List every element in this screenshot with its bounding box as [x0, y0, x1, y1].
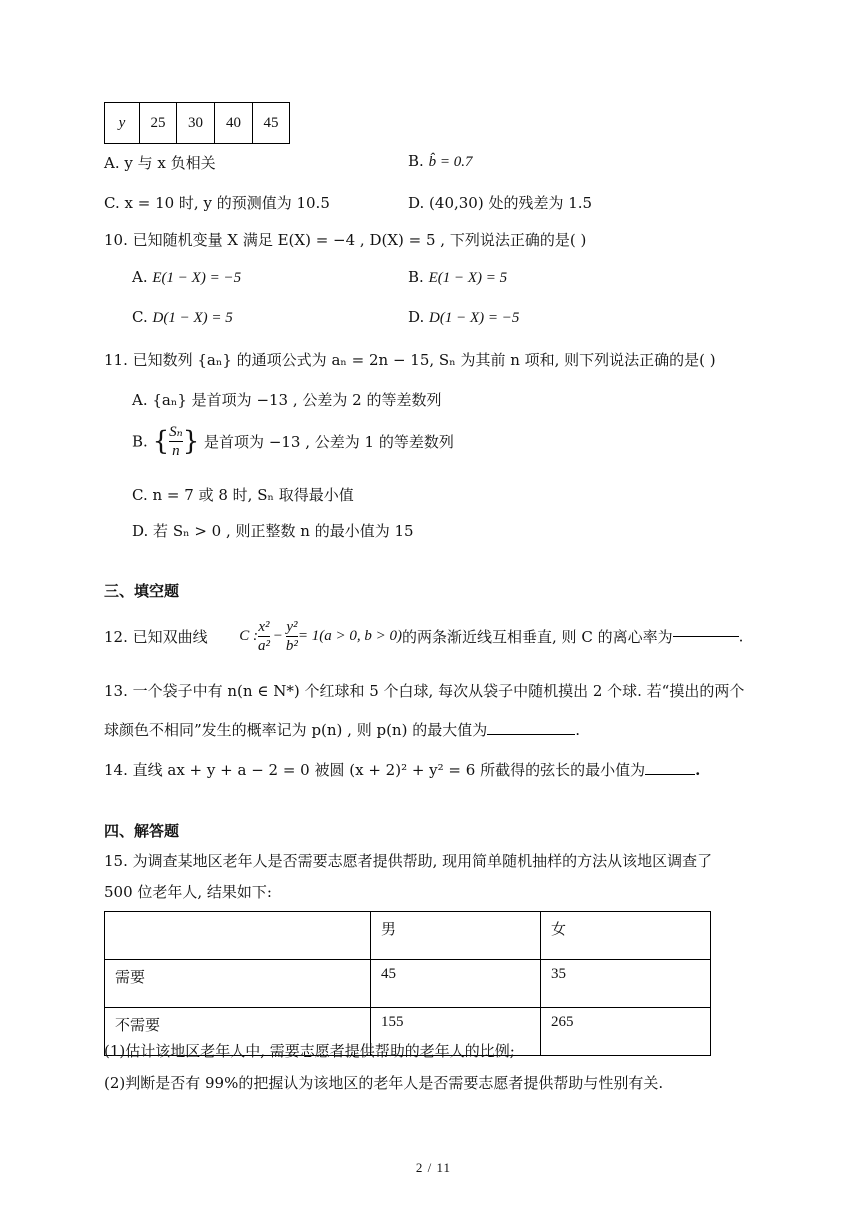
- table-header-cell: 男: [371, 912, 541, 960]
- table-cell: 265: [541, 1008, 711, 1056]
- option-text: (40,30) 处的残差为 1.5: [429, 194, 593, 212]
- table-cell: 25: [140, 103, 177, 144]
- option-label: C.: [132, 486, 148, 504]
- sn-over-n-fraction: [169, 423, 183, 460]
- answer-blank[interactable]: [673, 636, 739, 637]
- option-label: D.: [132, 522, 149, 540]
- survey-table: [104, 911, 711, 1056]
- q13-line-2: [104, 719, 580, 740]
- option-text: E(1 − X) = −5: [152, 270, 242, 286]
- q10-option-c: [132, 308, 233, 327]
- table-row: [105, 103, 290, 144]
- q14-end-period: .: [695, 761, 701, 779]
- fraction-denominator: n: [172, 443, 180, 459]
- section-title-answers: 四、解答题: [104, 822, 180, 840]
- option-label: B.: [408, 152, 424, 170]
- table-row: [105, 912, 711, 960]
- q11-option-d: [132, 520, 414, 541]
- option-text: E(1 − X) = 5: [428, 270, 508, 286]
- q12-line: 12. 已知双曲线 C : $\frac{\text{x²}}{\text{a²}}$ − $\frac{\text{y²}}{\text{b²}}$ = 1(a > 0, b > 0)的两条渐近线互相垂直, 则 C 的离心率为 .: [104, 619, 744, 654]
- y-value-table: [104, 102, 290, 144]
- option-label: D.: [408, 308, 425, 326]
- q13-line-2-text: 球颜色不相同”发生的概率记为 p(n) , 则 p(n) 的最大值为: [104, 721, 488, 739]
- y-fraction: [286, 618, 298, 655]
- option-label: A.: [132, 268, 148, 286]
- q15-part-1: (1)估计该地区老年人中, 需要志愿者提供帮助的老年人的比例;: [104, 1042, 515, 1060]
- option-text: {aₙ} 是首项为 −13 , 公差为 2 的等差数列: [152, 391, 442, 409]
- q14-text: 14. 直线 ax + y + a − 2 = 0 被圆 (x + 2)² + y² = 6 所截得的弦长的最小值为: [104, 761, 646, 779]
- option-label: B.: [132, 432, 148, 451]
- table-cell: 30: [177, 103, 215, 144]
- option-label: A.: [132, 391, 148, 409]
- option-label: D.: [408, 194, 425, 212]
- q11-option-a: [132, 389, 442, 410]
- q13-end-period: .: [575, 721, 580, 739]
- q10-option-b: [408, 268, 507, 287]
- table-header-cell: 女: [541, 912, 711, 960]
- option-text: y 与 x 负相关: [124, 154, 216, 172]
- q9-option-a: [104, 152, 216, 173]
- table-header-cell: y: [105, 103, 140, 144]
- fraction-denominator: a²: [257, 638, 270, 654]
- option-text: 若 Sₙ > 0 , 则正整数 n 的最小值为 15: [153, 522, 414, 540]
- q11-option-b: [132, 423, 454, 460]
- fraction-denominator: b²: [285, 638, 298, 654]
- table-cell: 155: [371, 1008, 541, 1056]
- fraction-numerator: Sₙ: [169, 424, 183, 440]
- fraction-numerator: x²: [258, 619, 270, 635]
- table-header-cell: [105, 912, 371, 960]
- q12-end-period: .: [738, 627, 744, 646]
- table-cell: 35: [541, 960, 711, 1008]
- q15-part-2: (2)判断是否有 99%的把握认为该地区的老年人是否需要志愿者提供帮助与性别有关.: [104, 1074, 664, 1092]
- table-cell: 需要: [105, 960, 371, 1008]
- q15-line-1: 15. 为调查某地区老年人是否需要志愿者提供帮助, 现用简单随机抽样的方法从该地区调查了: [104, 852, 713, 870]
- section-title-fill-in: 三、填空题: [104, 582, 180, 600]
- q12-equation-rest: = 1(a > 0, b > 0): [297, 628, 403, 644]
- page-number: 2 / 11: [415, 1160, 452, 1175]
- option-label: C.: [104, 194, 120, 212]
- q10-option-a: [132, 268, 241, 287]
- q14-line: [104, 759, 700, 780]
- option-text: 是首项为 −13 , 公差为 1 的等差数列: [204, 433, 454, 451]
- table-cell: 40: [215, 103, 253, 144]
- right-brace: }: [182, 426, 200, 457]
- option-text: n = 7 或 8 时, Sₙ 取得最小值: [152, 486, 354, 504]
- q12-suffix: 的两条渐近线互相垂直, 则 C 的离心率为: [402, 628, 673, 646]
- q15-line-2: 500 位老年人, 结果如下:: [104, 883, 272, 901]
- q9-option-b: [408, 152, 472, 171]
- option-label: A.: [104, 154, 120, 172]
- option-label: B.: [408, 268, 424, 286]
- option-text: D(1 − X) = 5: [152, 310, 233, 326]
- answer-blank[interactable]: [645, 774, 695, 775]
- q11-stem: 11. 已知数列 {aₙ} 的通项公式为 aₙ = 2n − 15, Sₙ 为其前 n 项和, 则下列说法正确的是( ): [104, 351, 716, 369]
- option-text: x = 10 时, y 的预测值为 10.5: [124, 194, 330, 212]
- table-cell: 不需要: [105, 1008, 371, 1056]
- q13-line-1: 13. 一个袋子中有 n(n ∈ N*) 个红球和 5 个白球, 每次从袋子中随机摸出 2 个球. 若“摸出的两个: [104, 682, 745, 700]
- table-row: [105, 960, 711, 1008]
- option-label: C.: [132, 308, 148, 326]
- q11-option-c: [132, 484, 354, 505]
- option-text: b̂ = 0.7: [428, 154, 473, 170]
- option-text: D(1 − X) = −5: [429, 310, 520, 326]
- q10-stem: 10. 已知随机变量 X 满足 E(X) = −4 , D(X) = 5 , 下列说法正确的是( ): [104, 231, 587, 249]
- q12-c-label: C :: [239, 628, 258, 644]
- x-fraction: [258, 618, 270, 655]
- table-cell: 45: [371, 960, 541, 1008]
- q12-prefix: 12. 已知双曲线: [104, 628, 208, 646]
- q10-option-d: [408, 308, 519, 327]
- left-brace: {: [152, 426, 170, 457]
- q9-option-d: [408, 192, 592, 213]
- fraction-numerator: y²: [286, 619, 298, 635]
- table-cell: 45: [253, 103, 290, 144]
- q9-option-c: [104, 192, 330, 213]
- answer-blank[interactable]: [487, 734, 575, 735]
